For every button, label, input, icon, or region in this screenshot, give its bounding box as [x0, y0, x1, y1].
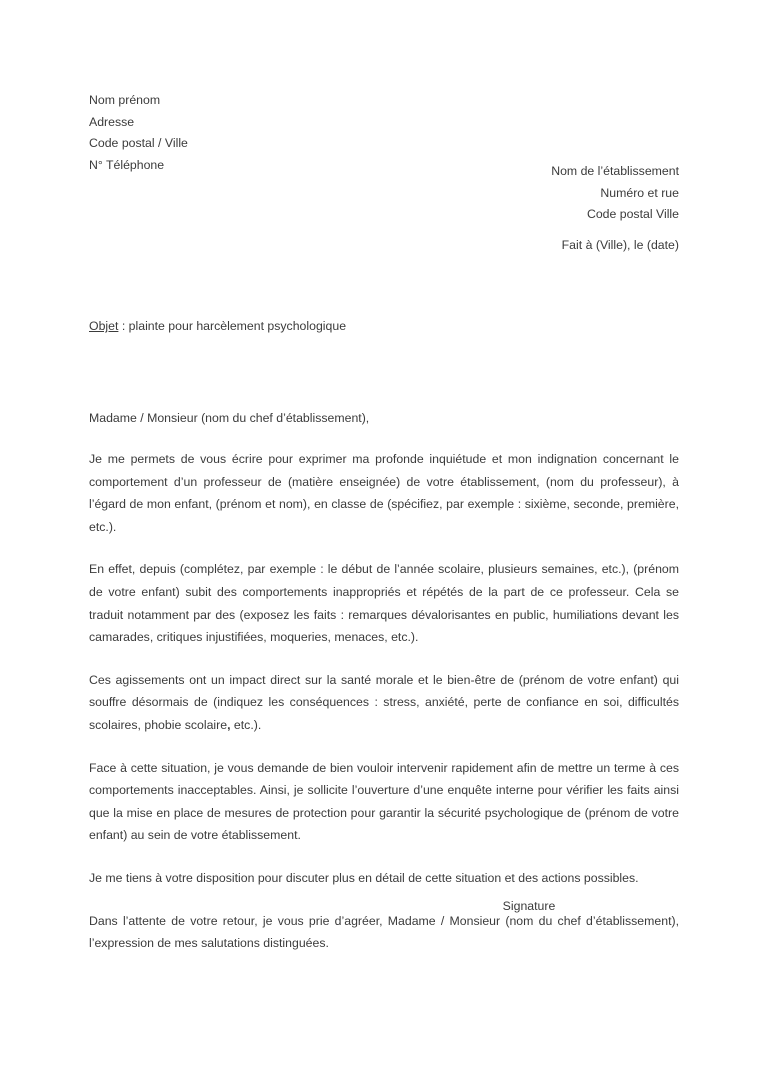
letter-body [89, 448, 679, 955]
recipient-line-postal-city: Code postal Ville [586, 207, 679, 221]
recipient-line-street: Numéro et rue [600, 185, 679, 200]
body-paragraph-3-part2: etc.). [230, 717, 262, 732]
body-paragraph-6: Dans l’attente de votre retour, je vous prie d’agréer, Madame / Monsieur (nom du chef d’établissement), l’expression de mes salutations distinguées. [89, 913, 679, 951]
signature-label: Signature [502, 899, 556, 913]
subject-line [89, 316, 679, 337]
body-paragraph-5: Je me tiens à votre disposition pour discuter plus en détail de cette situation et des actions possibles. [89, 870, 639, 885]
recipient-address-block [279, 161, 679, 226]
subject-label: Objet [89, 319, 119, 333]
place-date-block [279, 235, 679, 257]
place-date-line: Fait à (Ville), le (date) [561, 238, 679, 252]
subject-separator: : [118, 319, 129, 333]
sender-line-name: Nom prénom [89, 93, 161, 107]
salutation-line: Madame / Monsieur (nom du chef d’établissement), [89, 411, 370, 425]
sender-line-postal-city: Code postal / Ville [89, 136, 188, 150]
body-paragraph-2: En effet, depuis (complétez, par exemple : le début de l’année scolaire, plusieurs semaines, etc.), (prénom de votre enfant) subit des comportements inappropriés et répétés de la part de ce professeur. Cela se traduit notamment par des (exposez les faits : remarques dévalorisantes en public, humiliations devant les camarades, critiques injustifiées, moqueries, menaces, etc.). [89, 562, 679, 645]
body-paragraph-1: Je me permets de vous écrire pour exprimer ma profonde inquiétude et mon indignation concernant le comportement d’un professeur de (matière enseignée) de votre établissement, (nom du professeur), à l’égard de mon enfant, (prénom et nom), en classe de (spécifiez, par exemple : sixième, seconde, première, etc.). [89, 452, 679, 534]
recipient-line-institution: Nom de l’établissement [551, 164, 679, 178]
body-paragraph-3-part1: Ces agissements ont un impact direct sur la santé morale et le bien-être de (prénom de votre enfant) qui souffre désormais de (indiquez les conséquences : stress, anxiété, perte de confiance en soi, difficultés scolaires, phobie scolaire [89, 672, 679, 732]
sender-line-phone: N° Téléphone [89, 157, 165, 172]
subject-text: plainte pour harcèlement psychologique [128, 319, 347, 333]
sender-line-address: Adresse [89, 114, 135, 129]
body-paragraph-4: Face à cette situation, je vous demande de bien vouloir intervenir rapidement afin de mettre un terme à ces comportements inacceptables. Ainsi, je sollicite l’ouverture d’une enquête interne pour vérifier les faits ainsi que la mise en place de mesures de protection pour garantir la sécurité psychologique de (prénom de votre enfant) au sein de votre établissement. [89, 760, 679, 843]
body-paragraph-3 [89, 669, 679, 737]
signature-block [89, 896, 679, 917]
body-paragraph-3-bold-comma: , [227, 717, 231, 732]
